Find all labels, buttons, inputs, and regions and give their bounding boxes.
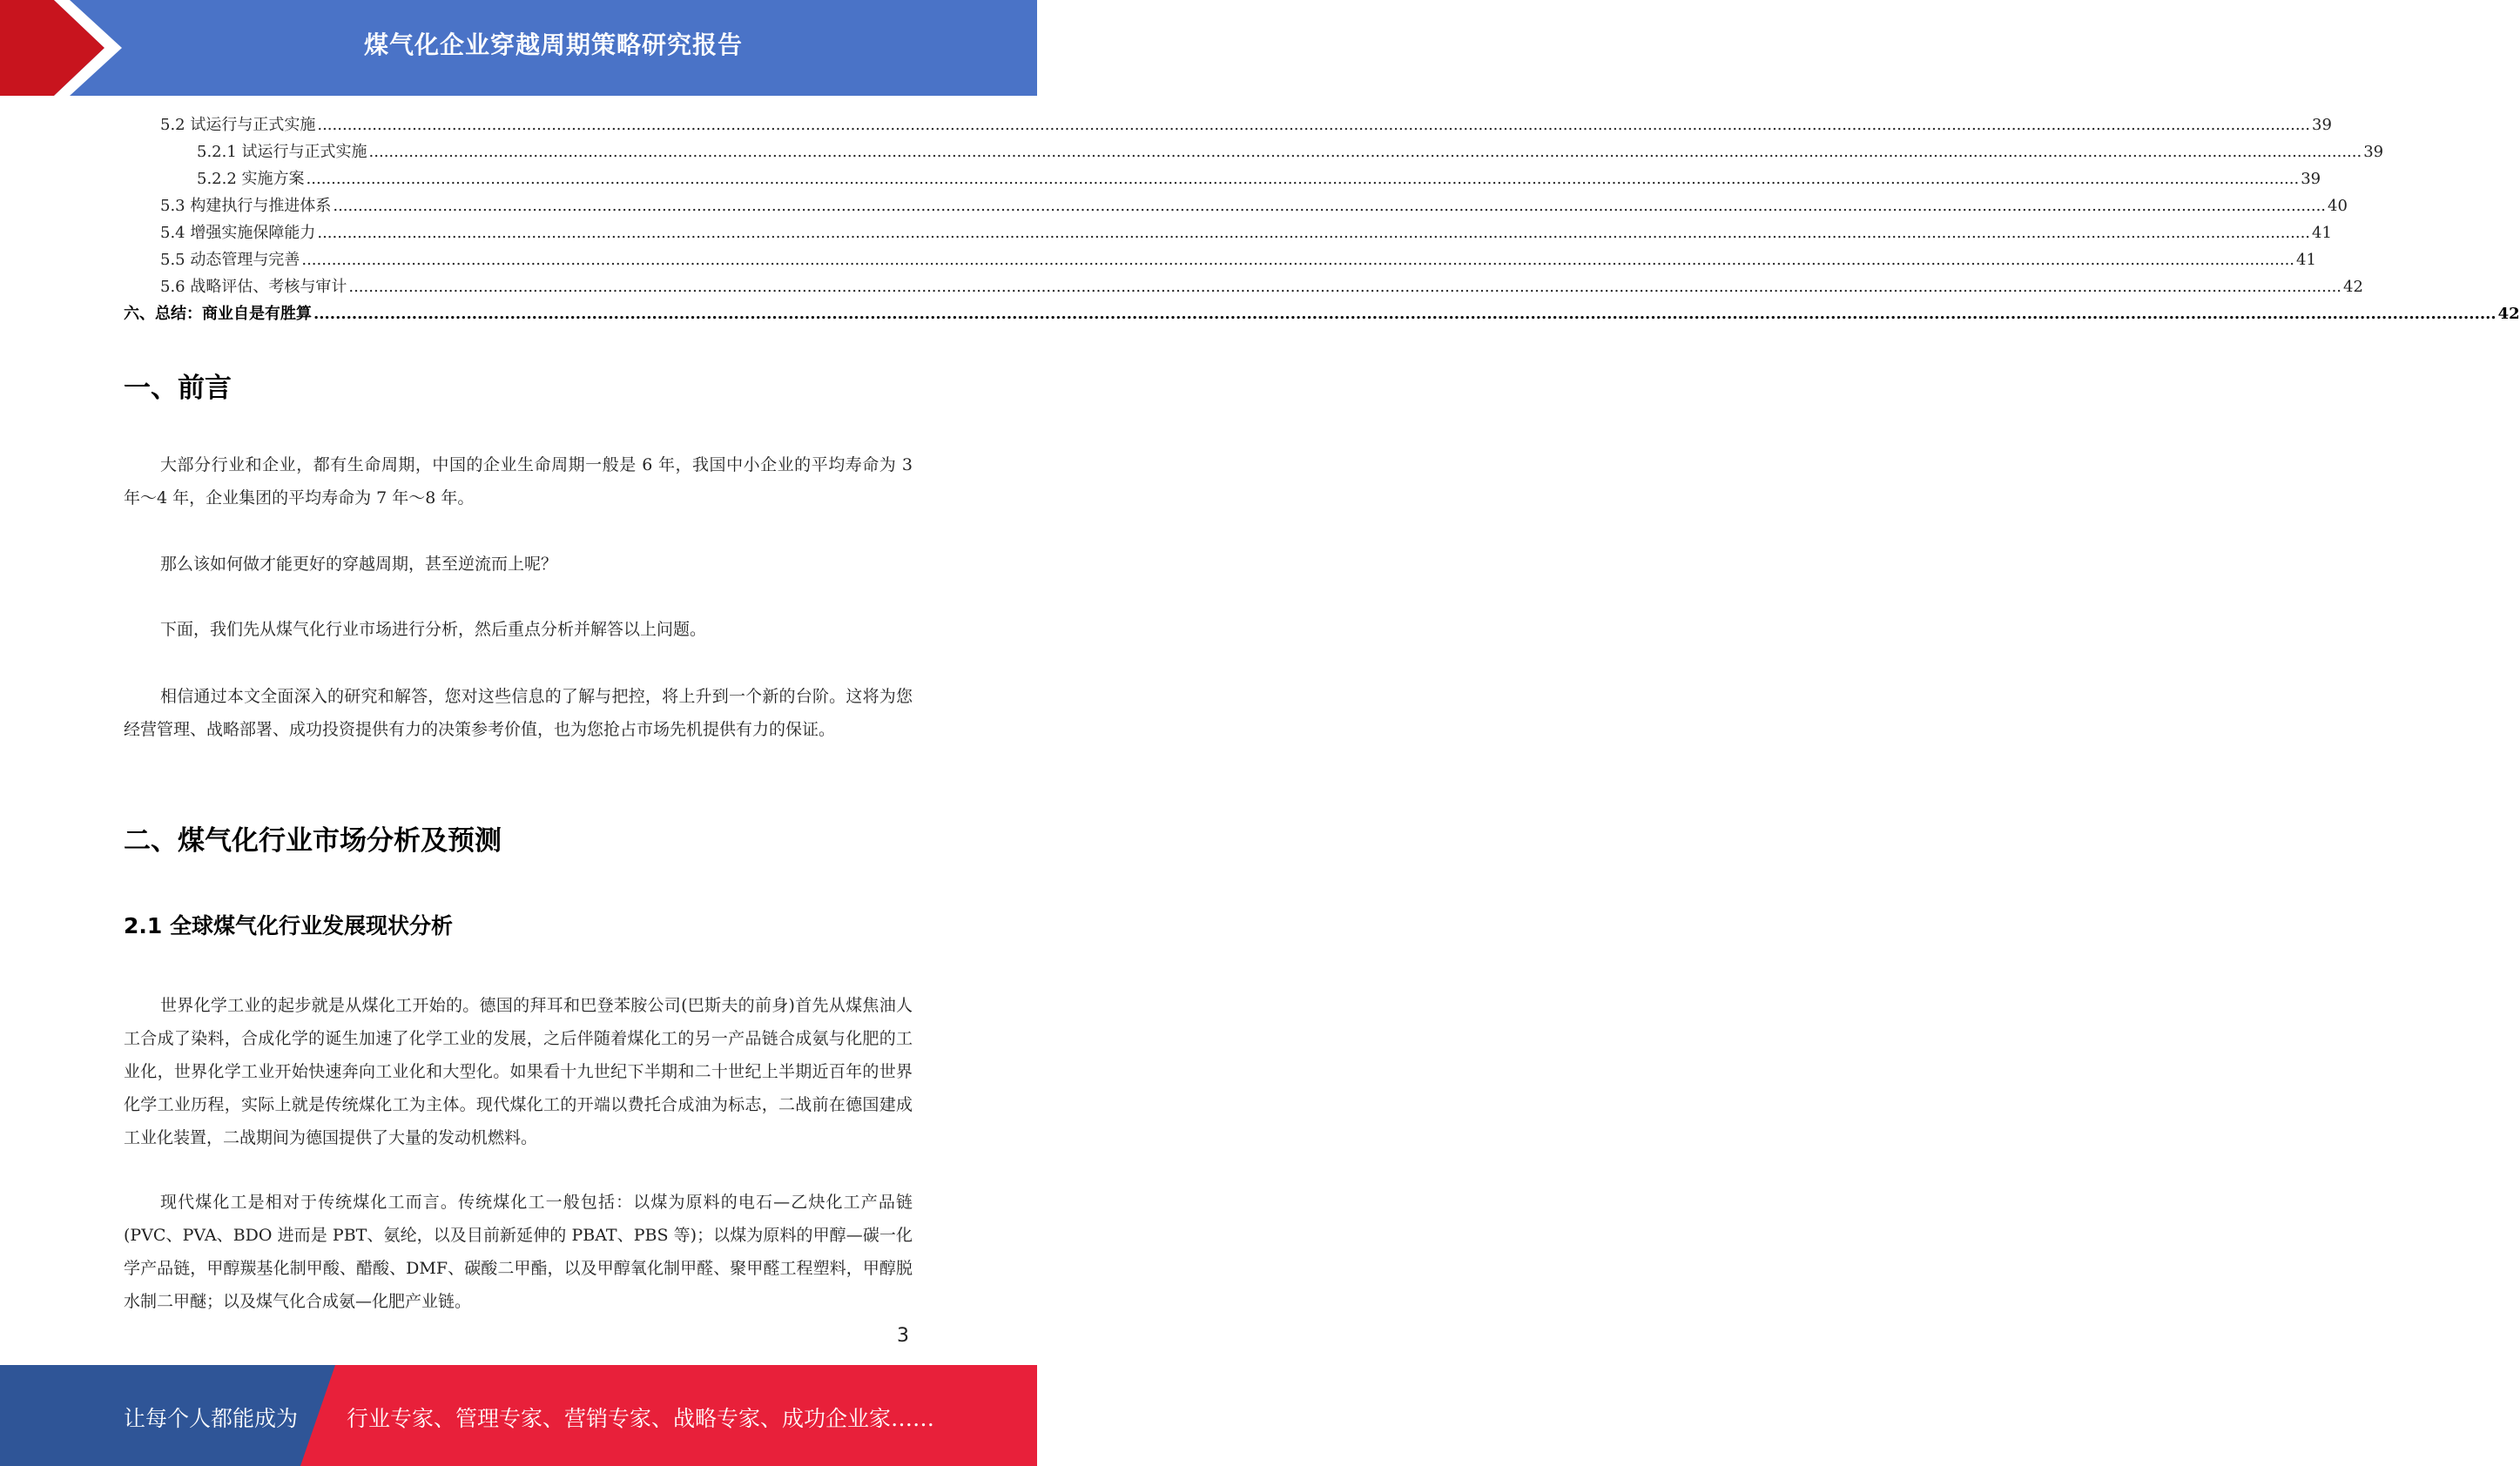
- footer-slogan-right: 行业专家、管理专家、营销专家、战略专家、成功企业家……: [347, 1406, 935, 1431]
- toc-entry[interactable]: [124, 111, 2332, 138]
- toc-leader-dots: ................................................................................................................................................................................................................................................................................................................................................................................................................: [301, 251, 2295, 269]
- toc-entry-title: 5.5 动态管理与完善: [160, 251, 300, 269]
- toc-entry-page: 39: [2301, 170, 2321, 188]
- paragraph: 大部分行业和企业，都有生命周期，中国的企业生命周期一般是 6 年，我国中小企业的平均寿命为 3 年～4 年，企业集团的平均寿命为 7 年～8 年。: [124, 455, 913, 508]
- toc-leader-dots: ................................................................................................................................................................................................................................................................................................................................................................................................................: [368, 143, 2362, 161]
- toc-entry-title: 5.2.2 实施方案: [197, 170, 305, 188]
- toc-entry[interactable]: [124, 138, 2384, 165]
- page-footer: [0, 1365, 1037, 1466]
- paragraph: 那么该如何做才能更好的穿越周期，甚至逆流而上呢？: [160, 555, 558, 574]
- toc-entry-page: 42: [2343, 278, 2363, 296]
- toc-entry-page: 39: [2363, 143, 2384, 161]
- toc-entry-page: 41: [2312, 224, 2332, 242]
- toc-leader-dots: ................................................................................................................................................................................................................................................................................................................................................................................................................: [317, 224, 2311, 242]
- section-heading-market-analysis: 二、煤气化行业市场分析及预测: [124, 825, 502, 857]
- footer-slogan-left: 让每个人都能成为: [124, 1406, 299, 1431]
- toc-entry-page: 41: [2296, 251, 2316, 269]
- paragraph: 现代煤化工是相对于传统煤化工而言。传统煤化工一般包括：以煤为原料的电石—乙炔化工产品链(PVC、PVA、BDO 进而是 PBT、氨纶，以及目前新延伸的 PBAT、PBS 等)；以煤为原料的甲醇—碳一化学产品链，甲醇羰基化制甲酸、醋酸、DMF、碳酸二甲酯，以及甲醇氧化制甲醛、聚甲醛工程塑料，甲醇脱水制二甲醚；以及煤气化合成氨—化肥产业链。: [124, 1193, 913, 1311]
- toc-leader-dots: ................................................................................................................................................................................................................................................................................................................................................................................................................: [317, 116, 2311, 134]
- toc-entry-title: 5.3 构建执行与推进体系: [160, 197, 332, 215]
- toc-leader-dots: ................................................................................................................................................................................................................................................................................................................................................................................................................: [333, 197, 2327, 215]
- toc-leader-dots: ................................................................................................................................................................................................................................................................................................................................................................................................................: [306, 170, 2300, 188]
- table-of-contents: [124, 111, 2520, 327]
- toc-leader-dots: ................................................................................................................................................................................................................................................................................................................................................................................................................: [313, 305, 2496, 323]
- toc-entry[interactable]: [124, 273, 2363, 300]
- paragraph: 世界化学工业的起步就是从煤化工开始的。德国的拜耳和巴登苯胺公司(巴斯夫的前身)首先从煤焦油人工合成了染料，合成化学的诞生加速了化学工业的发展，之后伴随着煤化工的另一产品链合成氨与化肥的工业化，世界化学工业开始快速奔向工业化和大型化。如果看十九世纪下半期和二十世纪上半期近百年的世界化学工业历程，实际上就是传统煤化工为主体。现代煤化工的开端以费托合成油为标志，二战前在德国建成工业化装置，二战期间为德国提供了大量的发动机燃料。: [124, 996, 913, 1147]
- report-title: 煤气化企业穿越周期策略研究报告: [363, 30, 743, 59]
- toc-entry-title: 六、总结：商业自是有胜算: [124, 305, 312, 323]
- toc-entry-page: 40: [2328, 197, 2348, 215]
- toc-entry[interactable]: [124, 300, 2520, 327]
- subsection-heading: 2.1 全球煤气化行业发展现状分析: [124, 913, 453, 938]
- toc-entry-page: 42: [2497, 305, 2520, 323]
- toc-entry[interactable]: [124, 165, 2321, 192]
- toc-entry-page: 39: [2312, 116, 2332, 134]
- paragraph: 相信通过本文全面深入的研究和解答，您对这些信息的了解与把控，将上升到一个新的台阶。这将为您经营管理、战略部署、成功投资提供有力的决策参考价值，也为您抢占市场先机提供有力的保证。: [124, 687, 913, 739]
- toc-entry[interactable]: [124, 246, 2316, 273]
- toc-entry-title: 5.2.1 试运行与正式实施: [197, 143, 367, 161]
- toc-entry[interactable]: [124, 192, 2348, 219]
- page-header: [0, 0, 1037, 96]
- toc-entry[interactable]: [124, 219, 2332, 246]
- section-heading-preface: 一、前言: [124, 373, 232, 404]
- toc-entry-title: 5.6 战略评估、考核与审计: [160, 278, 347, 296]
- page-number: 3: [897, 1325, 909, 1347]
- toc-entry-title: 5.2 试运行与正式实施: [160, 116, 316, 134]
- paragraph: 下面，我们先从煤气化行业市场进行分析，然后重点分析并解答以上问题。: [160, 620, 707, 639]
- toc-entry-title: 5.4 增强实施保障能力: [160, 224, 316, 242]
- toc-leader-dots: ................................................................................................................................................................................................................................................................................................................................................................................................................: [348, 278, 2342, 296]
